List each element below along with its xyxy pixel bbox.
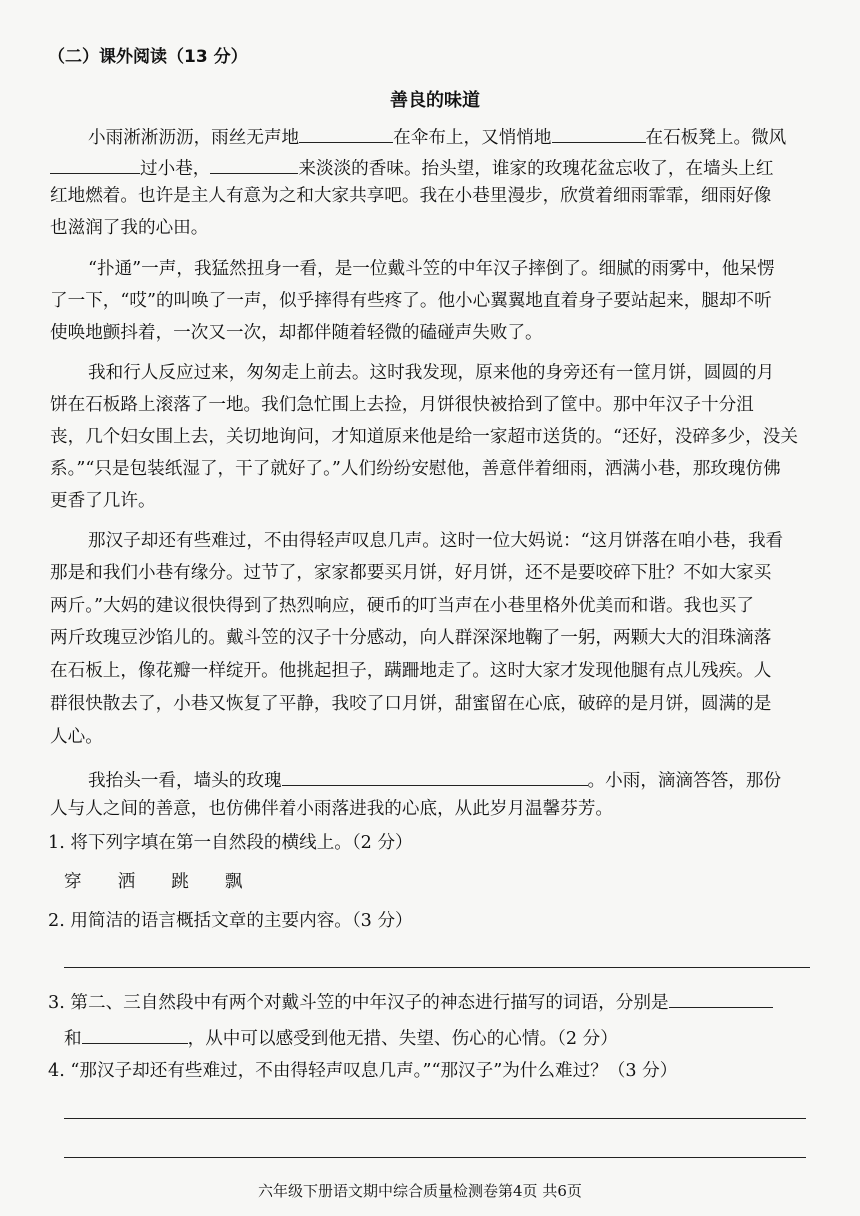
question-1: 1. 将下列字填在第一自然段的横线上。（2 分） — [48, 833, 413, 853]
article-title: 善良的味道 — [390, 90, 480, 111]
p5-seg1: 我抬头一看，墙头的玫瑰 — [88, 771, 282, 791]
p1-seg4: 过小巷， — [140, 159, 211, 179]
p1-seg2: 在伞布上，又悄悄地 — [393, 128, 552, 148]
paragraph-4-line-5: 在石板上，像花瓣一样绽开。他挑起担子，蹒跚地走了。这时大家才发现他腿有点儿残疾。人 — [50, 661, 772, 681]
paragraph-3-line-5: 更香了几许。 — [50, 491, 156, 511]
paragraph-2-line-3: 使唤地颤抖着，一次又一次，却都伴随着轻微的磕碰声失败了。 — [50, 323, 543, 343]
char-1: 穿 — [64, 872, 82, 892]
paragraph-4-line-7: 人心。 — [50, 727, 103, 747]
p1-seg5: 来淡淡的香味。抬头望，谁家的玫瑰花盆忘收了，在墙头上红 — [298, 159, 774, 179]
paragraph-3-line-2: 饼在石板路上滚落了一地。我们急忙围上去捡，月饼很快被拾到了筐中。那中年汉子十分沮 — [50, 395, 754, 415]
paragraph-4-line-2: 那是和我们小巷有缘分。过节了，家家都要买月饼，好月饼，还不是要咬碎下肚？不如大家买 — [50, 563, 772, 583]
answer-line-q4-2[interactable] — [64, 1157, 806, 1158]
question-1-chars — [64, 874, 278, 892]
paragraph-3-line-1: 我和行人反应过来，匆匆走上前去。这时我发现，原来他的身旁还有一筐月饼，圆圆的月 — [88, 363, 775, 383]
q3-seg1: 3. 第二、三自然段中有两个对戴斗笠的中年汉子的神态进行描写的词语，分别是 — [48, 993, 669, 1013]
answer-line-q4-1[interactable] — [64, 1118, 806, 1119]
paragraph-5-line-1 — [88, 769, 781, 791]
question-3-line-1 — [48, 991, 773, 1013]
char-3: 跳 — [171, 872, 189, 892]
paragraph-2-line-2: 了一下，“哎”的叫唤了一声，似乎摔得有些疼了。他小心翼翼地直着身子要站起来，腿却不听 — [50, 291, 772, 311]
paragraph-1-line-3: 红地燃着。也许是主人有意为之和大家共享吧。我在小巷里漫步，欣赏着细雨霏霏，细雨好像 — [50, 186, 772, 206]
paragraph-4-line-1: 那汉子却还有些难过，不由得轻声叹息几声。这时一位大妈说：“这月饼落在咱小巷，我看 — [88, 531, 784, 551]
p1-seg1: 小雨淅淅沥沥，雨丝无声地 — [88, 128, 300, 148]
paragraph-4-line-4: 两斤玫瑰豆沙馅儿的。戴斗笠的汉子十分感动，向人群深深地鞠了一躬，两颗大大的泪珠滴落 — [50, 628, 772, 648]
q3-seg3: ，从中可以感受到他无措、失望、伤心的心情。（2 分） — [187, 1029, 618, 1049]
blank-4 — [210, 157, 298, 174]
p1-seg3: 在石板凳上。微风 — [645, 128, 787, 148]
blank-1 — [299, 126, 393, 143]
question-2: 2. 用简洁的语言概括文章的主要内容。（3 分） — [48, 911, 413, 931]
p5-seg2: 。小雨，滴滴答答，那份 — [587, 771, 782, 791]
blank-rose — [282, 769, 588, 786]
char-4: 飘 — [224, 872, 243, 892]
char-2: 洒 — [117, 872, 136, 892]
paragraph-4-line-3: 两斤。”大妈的建议很快得到了热烈响应，硬币的叮当声在小巷里格外优美而和谐。我也买了 — [50, 596, 754, 616]
question-4: 4. “那汉子却还有些难过，不由得轻声叹息几声。”“那汉子”为什么难过？（3 分） — [48, 1061, 678, 1081]
answer-line-q2[interactable] — [64, 967, 810, 968]
paragraph-1-line-4: 也滋润了我的心田。 — [50, 218, 209, 238]
paragraph-1-line-2 — [50, 157, 773, 179]
paragraph-3-line-3: 丧，几个妇女围上去，关切地询问，才知道原来他是给一家超市送货的。“还好，没碎多少，没关 — [50, 427, 798, 447]
paragraph-5-line-2: 人与人之间的善意，也仿佛伴着小雨落进我的心底，从此岁月温馨芬芳。 — [50, 799, 614, 819]
paragraph-4-line-6: 群很快散去了，小巷又恢复了平静，我咬了口月饼，甜蜜留在心底，破碎的是月饼，圆满的是 — [50, 694, 772, 714]
blank-2 — [552, 126, 646, 143]
page-footer: 六年级下册语文期中综合质量检测卷第4页 共6页 — [258, 1182, 582, 1200]
paragraph-1-line-1 — [88, 126, 786, 148]
question-3-line-2 — [64, 1027, 618, 1049]
blank-3 — [50, 157, 140, 174]
paragraph-2-line-1: “扑通”一声，我猛然扭身一看，是一位戴斗笠的中年汉子摔倒了。细腻的雨雾中，他呆愣 — [88, 259, 775, 279]
blank-q3-1[interactable] — [669, 991, 773, 1008]
section-heading: （二）课外阅读（13 分） — [48, 47, 248, 67]
q3-seg2: 和 — [64, 1029, 82, 1049]
blank-q3-2[interactable] — [82, 1027, 188, 1044]
paragraph-3-line-4: 系。”“只是包装纸湿了，干了就好了。”人们纷纷安慰他，善意伴着细雨，洒满小巷，那玫瑰仿佛 — [50, 459, 781, 479]
